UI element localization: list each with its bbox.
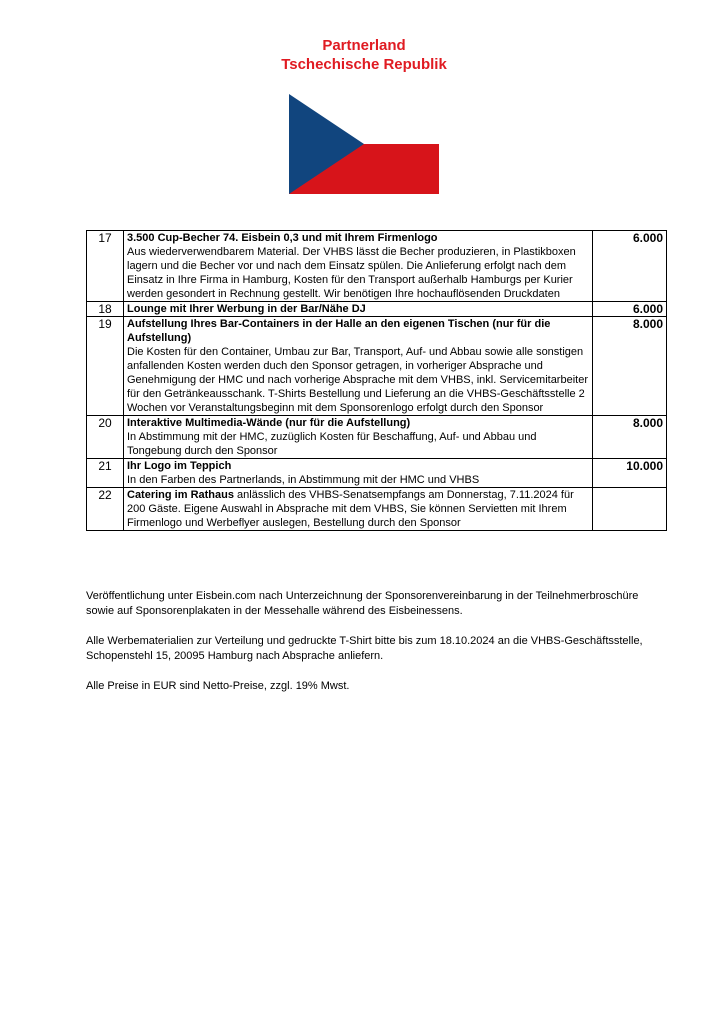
note-delivery: Alle Werbematerialien zur Verteilung und gedruckte T-Shirt bitte bis zum 18.10.2024 an die VHBS-Geschäftsstelle, Schopenstehl 15, 20095 Hamburg nach Absprache anliefern. (86, 635, 643, 662)
item-number: 18 (87, 302, 124, 317)
table-row (87, 231, 667, 302)
item-number: 20 (87, 416, 124, 459)
item-title: Catering im Rathaus (127, 489, 234, 501)
item-number: 17 (87, 231, 124, 302)
item-price: 6.000 (593, 231, 667, 302)
table-row (87, 416, 667, 459)
sponsoring-items-table (86, 230, 667, 531)
item-title: 3.500 Cup-Becher 74. Eisbein 0,3 und mit Ihrem Firmenlogo (127, 232, 438, 244)
table-row (87, 488, 667, 531)
item-title: Aufstellung Ihres Bar-Containers in der Halle an den eigenen Tischen (nur für die Aufstellung) (127, 318, 551, 344)
item-description (124, 488, 593, 531)
note-publication: Veröffentlichung unter Eisbein.com nach Unterzeichnung der Sponsorenvereinbarung in der Teilnehmerbroschüre sowie auf Sponsorenplakaten in der Messehalle während des Eisbeinessens. (86, 590, 639, 617)
item-details: In Abstimmung mit der HMC, zuzüglich Kosten für Beschaffung, Auf- und Abbau und Tongebung durch den Sponsor (127, 431, 537, 457)
item-price: 6.000 (593, 302, 667, 317)
item-price: 8.000 (593, 317, 667, 416)
title-line-2: Tschechische Republik (281, 56, 447, 73)
czech-flag-image (289, 94, 439, 194)
item-description (124, 459, 593, 488)
title-line-1: Partnerland (322, 37, 406, 54)
note-prices: Alle Preise in EUR sind Netto-Preise, zzgl. 19% Mwst. (86, 680, 350, 692)
table-row (87, 317, 667, 416)
item-description (124, 416, 593, 459)
item-title-continuation: anlässlich des VHBS-Senatsempfangs am Donnerstag, 7.11.2024 für 200 Gäste. Eigene Auswahl in Absprache mit dem VHBS, Sie können Servietten mit Ihrem Firmenlogo und Werbeflyer auslegen, Bestellung durch den Sponsor (127, 489, 574, 529)
item-number: 19 (87, 317, 124, 416)
item-details: In den Farben des Partnerlands, in Abstimmung mit der HMC und VHBS (127, 474, 480, 486)
item-description (124, 231, 593, 302)
notes-section (86, 589, 666, 709)
table-row (87, 302, 667, 317)
item-title: Interaktive Multimedia-Wände (nur für die Aufstellung) (127, 417, 411, 429)
table-row (87, 459, 667, 488)
item-price: 8.000 (593, 416, 667, 459)
item-number: 21 (87, 459, 124, 488)
item-price (593, 488, 667, 531)
item-number: 22 (87, 488, 124, 531)
item-description (124, 302, 593, 317)
item-details: Die Kosten für den Container, Umbau zur Bar, Transport, Auf- und Abbau sowie alle sonstigen anfallenden Kosten werden duch den Sponsor getragen, in vorheriger Absprache und Genehmigung der HMC und nach vorherige Absprache mit dem VHBS, inkl. Servicemitarbeiter für den Getränkeausschank. T-Shirts Bestellung und Lieferung an die VHBS-Geschäftsstelle 2 Wochen vor Veranstaltungsbeginn mit dem Sponsorenlogo erfolgt durch den Sponsor (127, 346, 588, 414)
item-details: Aus wiederverwendbarem Material. Der VHBS lässt die Becher produzieren, in Plastikboxen lagern und die Becher vor und nach dem Einsatz spülen. Die Anlieferung erfolgt nach dem Einsatz in Ihre Firma in Hamburg, Kosten für den Transport außerhalb Hamburgs per Kurier werden gesondert in Rechnung gestellt. Wir benötigen Ihre hochauflösenden Druckdaten (127, 246, 576, 300)
item-title: Ihr Logo im Teppich (127, 460, 232, 472)
page-title (0, 36, 728, 74)
item-description (124, 317, 593, 416)
item-title: Lounge mit Ihrer Werbung in der Bar/Nähe DJ (127, 303, 366, 315)
item-price: 10.000 (593, 459, 667, 488)
